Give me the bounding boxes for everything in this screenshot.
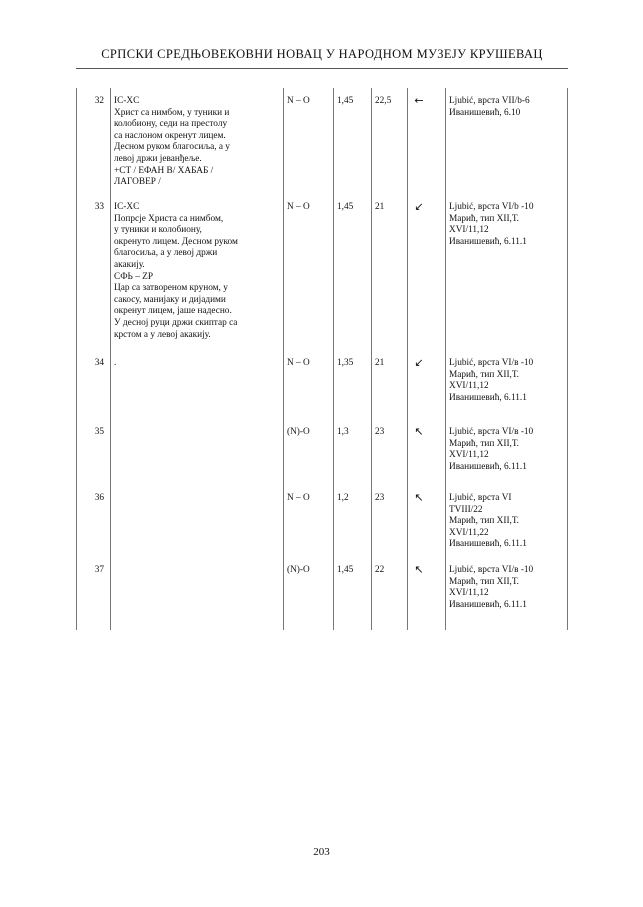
catalog-number: 37	[94, 565, 104, 575]
column-divider	[110, 88, 111, 630]
diameter-cell: 21	[375, 358, 385, 368]
coin-description: IC-XC Христ са нимбом, у туники и колобиону, седи на престолу са наслоном окренут лицем. Десном руком благосиља, а у левој држи јеванђеље. +СТ / ЕФАН В/ ХАБАБ / ЛАГОВЕР /	[114, 96, 230, 188]
catalog-number: 34	[94, 358, 104, 368]
catalog-number: 35	[94, 427, 104, 437]
column-divider	[76, 88, 77, 630]
arrow-up-left-icon: ↖	[414, 563, 424, 576]
legend-cell: N – O	[287, 96, 310, 106]
arrow-down-left-icon: ↙	[414, 356, 424, 369]
weight-cell: 1,2	[337, 493, 349, 503]
column-divider	[333, 88, 334, 630]
catalog-number: 36	[94, 493, 104, 503]
coin-catalog-table	[76, 88, 568, 630]
reference-cell: Ljubić, врста VI TVIII/22 Марић, тип XII,Т. XVI/11,22 Иванишевић, 6.11.1	[449, 493, 527, 550]
reference-cell: Ljubić, врста VI/в -10 Марић, тип XII,Т. XVI/11,12 Иванишевић, 6.11.1	[449, 427, 534, 472]
header-rule	[76, 68, 568, 69]
legend-cell: N – O	[287, 358, 310, 368]
catalog-number: 33	[94, 202, 104, 212]
legend-cell: (N)-O	[287, 427, 310, 437]
column-divider	[567, 88, 568, 630]
column-divider	[407, 88, 408, 630]
reference-cell: Ljubić, врста VI/b -10 Марић, тип XII,Т. XVI/11,12 Иванишевић, 6.11.1	[449, 202, 534, 247]
running-header: СРПСКИ СРЕДЊОВЕКОВНИ НОВАЦ У НАРОДНОМ МУЗЕЈУ КРУШЕВАЦ	[101, 47, 543, 61]
catalog-number: 32	[94, 96, 104, 106]
reference-cell: Ljubić, врста VI/в -10 Марић, тип XII,Т. XVI/11,12 Иванишевић, 6.11.1	[449, 358, 534, 403]
weight-cell: 1,45	[337, 96, 354, 106]
arrow-up-left-icon: ↖	[414, 491, 424, 504]
column-divider	[445, 88, 446, 630]
arrow-left-icon: ←	[414, 94, 424, 107]
coin-description: .	[114, 358, 117, 368]
weight-cell: 1,45	[337, 565, 354, 575]
diameter-cell: 22	[375, 565, 385, 575]
legend-cell: N – O	[287, 493, 310, 503]
diameter-cell: 23	[375, 427, 385, 437]
weight-cell: 1,35	[337, 358, 354, 368]
diameter-cell: 23	[375, 493, 385, 503]
diameter-cell: 22,5	[375, 96, 392, 106]
column-divider	[371, 88, 372, 630]
diameter-cell: 21	[375, 202, 385, 212]
reference-cell: Ljubić, врста VI/в -10 Марић, тип XII,Т. XVI/11,12 Иванишевић, 6.11.1	[449, 565, 534, 610]
legend-cell: (N)-O	[287, 565, 310, 575]
reference-cell: Ljubić, врста VII/b-6 Иванишевић, 6.10	[449, 96, 530, 118]
legend-cell: N – O	[287, 202, 310, 212]
page-number: 203	[313, 846, 330, 858]
arrow-up-left-icon: ↖	[414, 425, 424, 438]
arrow-down-left-icon: ↙	[414, 200, 424, 213]
weight-cell: 1,45	[337, 202, 354, 212]
column-divider	[283, 88, 284, 630]
coin-description: IC-XC Попрсје Христа са нимбом, у туники и колобиону, окренуто лицем. Десном руком благосиља, а у левој држи акакију. СФЬ – ZP Цар са затвореном круном, у сакосу, манијаку и дијадими окренут лицем, јаше надесно. У десној руци држи скиптар са крстом а у левој акакију.	[114, 202, 238, 340]
weight-cell: 1,3	[337, 427, 349, 437]
